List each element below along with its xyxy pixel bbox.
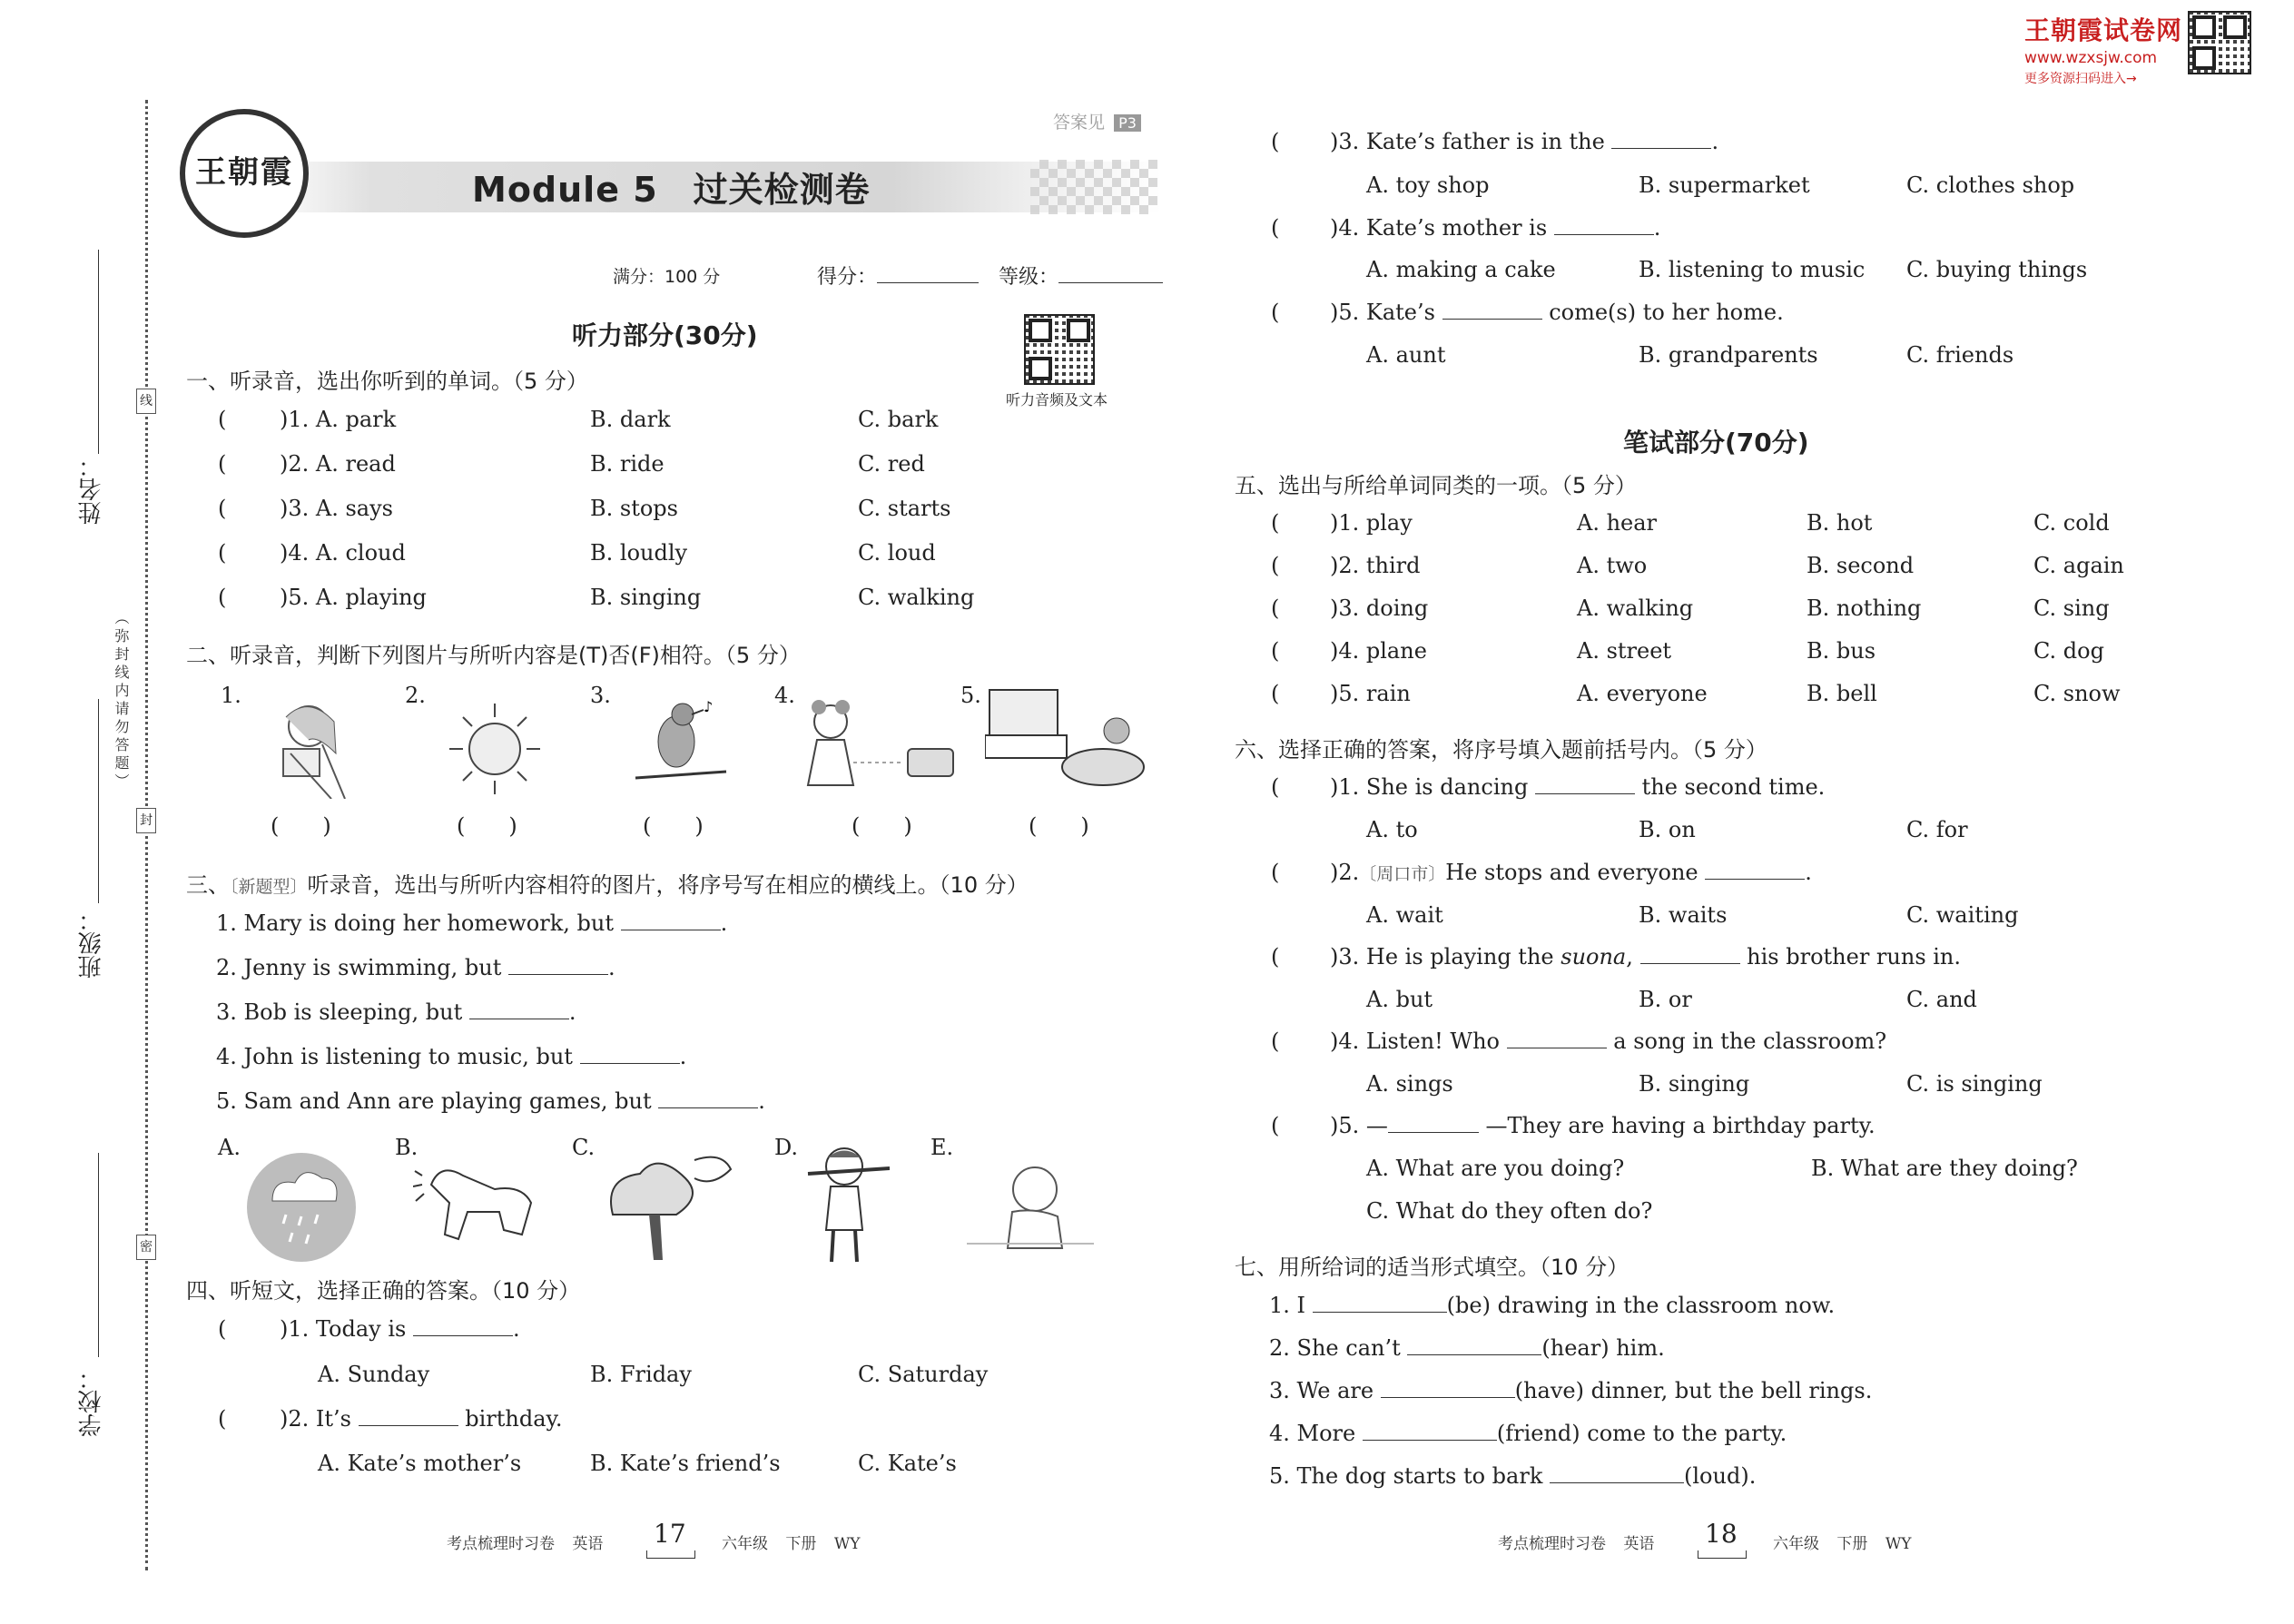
score-field: [817, 261, 979, 290]
s5-heading: 五、选出与所给单词同类的一项。（5 分）: [1235, 473, 1637, 498]
s3-prefix: 三、: [186, 872, 230, 898]
rain-cloud-picture: [245, 1151, 359, 1265]
answer-blank[interactable]: [1313, 1295, 1447, 1313]
s7-item: [1269, 1421, 1787, 1446]
s6-q1-opt: B. on: [1639, 817, 1696, 842]
s4-heading: 四、听短文，选择正确的答案。（10 分）: [186, 1278, 581, 1304]
s4-q1-opt: A. Sunday: [318, 1362, 430, 1387]
answer-paren[interactable]: (: [1271, 681, 1280, 706]
s4-q3-opt: A. toy shop: [1366, 172, 1490, 198]
s7-item: [1269, 1378, 1872, 1403]
footer-left: [447, 1530, 603, 1553]
girl-reading-picture: [254, 699, 363, 799]
s6-q2: )2.〔周口市〕He stops and everyone .: [1330, 860, 1812, 885]
s6-q2-tag: 〔周口市〕: [1359, 864, 1446, 884]
s6-q3-opt: B. or: [1639, 987, 1692, 1012]
answer-blank[interactable]: [1535, 777, 1635, 794]
answer-paren[interactable]: (: [218, 407, 227, 432]
binding-note: （弥封线内请勿答题）: [113, 610, 130, 792]
name-label: 姓名：: [78, 454, 105, 525]
grade-label: 等级：: [999, 266, 1059, 289]
footer-subject: 英语: [1623, 1535, 1655, 1553]
s2-num: 1.: [221, 683, 241, 708]
footer-series: 考点梳理时习卷: [1498, 1535, 1606, 1553]
page-title: Module 5 过关检测卷: [472, 170, 871, 210]
s3-option-label: A.: [218, 1135, 241, 1160]
class-label: 班级：: [78, 908, 105, 979]
s3-item: 2. Jenny is swimming, but .: [216, 955, 615, 980]
s5-opt-c: C. cold: [2033, 510, 2110, 536]
answer-blank[interactable]: [1388, 1116, 1479, 1133]
s4-q2-opt: A. Kate’s mother’s: [318, 1451, 522, 1476]
s5-word: )4. plane: [1330, 638, 1427, 664]
full-score: 满分：100 分: [613, 267, 721, 287]
answer-blank[interactable]: [1407, 1338, 1541, 1355]
answer-paren[interactable]: (: [1271, 129, 1280, 154]
sun-picture: [445, 699, 545, 799]
answer-paren[interactable]: (: [1271, 1029, 1280, 1054]
footer-term: 下册: [1836, 1535, 1868, 1553]
logo-text: 王朝霞: [195, 154, 293, 191]
s1-item-a: )4. A. cloud: [280, 540, 406, 566]
s6-q4-opt: B. singing: [1639, 1071, 1750, 1097]
s4-q5-opt: C. friends: [1906, 342, 2014, 368]
s3-item-text: 1. Mary is doing her homework, but: [216, 910, 614, 936]
s6-q4-a: )4. Listen! Who: [1330, 1029, 1500, 1054]
answer-paren[interactable]: (: [1271, 553, 1280, 578]
s3-item-text: 5. Sam and Ann are playing games, but: [216, 1088, 652, 1114]
s4-q1-stem: )1. Today is: [280, 1316, 407, 1342]
footer-series: 考点梳理时习卷: [447, 1535, 555, 1553]
tree-in-wind-picture: [595, 1142, 735, 1265]
s5-word: )2. third: [1330, 553, 1421, 578]
s6-q1-b: the second time.: [1641, 774, 1826, 800]
s2-answer-paren[interactable]: ( ): [643, 813, 704, 839]
s5-opt-a: A. two: [1577, 553, 1648, 578]
s7-item-b: (loud).: [1684, 1463, 1757, 1489]
s6-q2-opt: A. wait: [1366, 902, 1443, 928]
s6-q3-a: )3. He is playing the: [1330, 944, 1554, 969]
s5-opt-a: A. everyone: [1577, 681, 1708, 706]
writing-section-title: 笔试部分(70分): [1623, 428, 1809, 458]
s6-q5-opt: A. What are you doing?: [1366, 1156, 1625, 1181]
watermark-url: www.wzxsjw.com: [2024, 49, 2158, 67]
binding-mark-xian: 线: [136, 389, 156, 414]
watermark-tagline: 更多资源扫码进入→: [2024, 72, 2137, 86]
s1-item-c: C. red: [858, 451, 925, 477]
s1-heading: 一、听录音，选出你听到的单词。（5 分）: [186, 369, 588, 394]
bird-singing-picture: [626, 692, 735, 796]
s6-q4-b: a song in the classroom?: [1613, 1029, 1887, 1054]
s6-q5-opt: B. What are they doing?: [1811, 1156, 2078, 1181]
answer-paren[interactable]: (: [1271, 774, 1280, 800]
s3-item: 1. Mary is doing her homework, but .: [216, 910, 728, 936]
s4-q3-opt: B. supermarket: [1639, 172, 1810, 198]
s3-option-label: B.: [395, 1135, 418, 1160]
s7-item-a: 5. The dog starts to bark: [1269, 1463, 1543, 1489]
s5-opt-b: B. bus: [1807, 638, 1876, 664]
baby-crying-picture: [958, 1153, 1103, 1257]
page-number-left: 17: [654, 1519, 686, 1549]
s3-option-label: E.: [930, 1135, 954, 1160]
answer-paren[interactable]: (: [1271, 300, 1280, 325]
s3-heading-text: 听录音，选出与所听内容相符的图片，将序号写在相应的横线上。（10 分）: [307, 872, 1029, 898]
s5-opt-a: A. hear: [1577, 510, 1658, 536]
s6-q2-a: )2.: [1330, 860, 1360, 885]
s4-q2: [280, 1406, 563, 1432]
s1-item-c: C. loud: [858, 540, 936, 566]
answer-paren[interactable]: (: [218, 1406, 227, 1432]
s7-item-a: 2. She can’t: [1269, 1335, 1401, 1361]
s4-q1-opt: B. Friday: [590, 1362, 692, 1387]
s5-opt-c: C. again: [2033, 553, 2124, 578]
answer-paren[interactable]: (: [218, 451, 227, 477]
s4-q4: )4. Kate’s mother is .: [1330, 215, 1661, 241]
answer-blank[interactable]: [413, 1319, 513, 1336]
answer-paren[interactable]: (: [218, 1316, 227, 1342]
s7-item-b: (hear) him.: [1541, 1335, 1665, 1361]
s2-answer-paren[interactable]: ( ): [457, 813, 517, 839]
s1-item-b: B. dark: [590, 407, 671, 432]
s2-answer-paren[interactable]: ( ): [271, 813, 331, 839]
answer-paren[interactable]: (: [218, 540, 227, 566]
s4-q2-stem-b: birthday.: [465, 1406, 563, 1432]
s6-q5-b: —They are having a birthday party.: [1485, 1113, 1876, 1138]
s1-item-c: C. walking: [858, 585, 975, 610]
footer-left-grade: [722, 1530, 861, 1553]
s5-opt-c: C. dog: [2033, 638, 2104, 664]
footer-ed: WY: [833, 1535, 861, 1553]
answer-paren[interactable]: (: [1271, 860, 1280, 885]
s3-tag: 〔新题型〕: [230, 877, 308, 897]
s7-item-a: 4. More: [1269, 1421, 1356, 1446]
s1-item-b: B. ride: [590, 451, 665, 477]
s5-opt-a: A. walking: [1577, 595, 1694, 621]
footer-term: 下册: [785, 1535, 817, 1553]
s6-q3: )3. He is playing the suona, his brother runs in.: [1330, 944, 1962, 969]
s4-q3-stem: )3. Kate’s father is in the: [1330, 129, 1605, 154]
answer-paren[interactable]: (: [1271, 595, 1280, 621]
s6-q2-b: He stops and everyone: [1445, 860, 1698, 885]
s6-q2-opt: B. waits: [1639, 902, 1728, 928]
s6-q3-opt: A. but: [1366, 987, 1433, 1012]
s3-item-text: 2. Jenny is swimming, but: [216, 955, 502, 980]
s6-q5-a: )5. —: [1330, 1113, 1388, 1138]
s1-item-c: C. starts: [858, 496, 951, 521]
s7-item-b: (friend) come to the party.: [1496, 1421, 1787, 1446]
brand-logo: [180, 109, 309, 238]
answer-blank[interactable]: [1554, 218, 1654, 235]
s1-item-a: )1. A. park: [280, 407, 397, 432]
s1-item-c: C. bark: [858, 407, 939, 432]
footer-grade: 六年级: [1773, 1535, 1819, 1553]
s7-item-a: 3. We are: [1269, 1378, 1374, 1403]
page-number-right: 18: [1705, 1519, 1738, 1549]
boy-playing-flute-picture: [799, 1139, 890, 1266]
s2-answer-paren[interactable]: ( ): [852, 813, 912, 839]
answer-paren[interactable]: (: [1271, 638, 1280, 664]
s4-q5: [1330, 300, 1784, 325]
s3-tag-text: 新题型: [238, 877, 290, 897]
s1-item-a: )3. A. says: [280, 496, 393, 521]
footer-right: [1498, 1530, 1654, 1553]
answer-ref-page: P3: [1114, 114, 1141, 132]
s2-num: 4.: [774, 683, 795, 708]
watermark-qr-code[interactable]: [2188, 11, 2251, 74]
answer-paren[interactable]: (: [218, 585, 227, 610]
s3-heading: [186, 867, 1029, 899]
s5-opt-b: B. hot: [1807, 510, 1873, 536]
s2-num: 3.: [590, 683, 611, 708]
answer-blank[interactable]: [658, 1091, 758, 1108]
s3-item: 4. John is listening to music, but .: [216, 1044, 687, 1069]
score-blank[interactable]: [877, 266, 979, 283]
footer-grade: 六年级: [722, 1535, 768, 1553]
answer-blank[interactable]: [621, 913, 721, 930]
s7-item-b: (be) drawing in the classroom now.: [1446, 1293, 1836, 1318]
s6-q3-b: his brother runs in.: [1747, 944, 1962, 969]
answer-paren[interactable]: (: [1271, 510, 1280, 536]
class-line: [98, 699, 99, 903]
grade-field: [999, 261, 1163, 290]
s7-item-b: (have) dinner, but the bell rings.: [1514, 1378, 1873, 1403]
s4-q3: )3. Kate’s father is in the .: [1330, 129, 1719, 154]
answer-reference: [1053, 109, 1141, 133]
s5-opt-b: B. second: [1807, 553, 1915, 578]
watermark-brand: 王朝霞试卷网: [2024, 15, 2183, 45]
s4-q2-stem-a: )2. It’s: [280, 1406, 351, 1432]
s1-item-a: )2. A. read: [280, 451, 396, 477]
school-label: 学校：: [78, 1366, 105, 1437]
answer-blank[interactable]: [1442, 302, 1542, 320]
s3-item: 5. Sam and Ann are playing games, but .: [216, 1088, 765, 1114]
s5-word: )5. rain: [1330, 681, 1411, 706]
s6-q3-italic: suona: [1561, 944, 1627, 969]
answer-blank[interactable]: [359, 1409, 458, 1426]
answer-blank[interactable]: [508, 958, 608, 975]
s6-q2-opt: C. waiting: [1906, 902, 2019, 928]
page-number-left-bracket: [646, 1550, 695, 1559]
listening-section-title: 听力部分(30分): [572, 320, 758, 350]
s5-word: )1. play: [1330, 510, 1413, 536]
s6-q3-opt: C. and: [1906, 987, 1977, 1012]
s1-item-b: B. stops: [590, 496, 678, 521]
answer-blank[interactable]: [580, 1047, 680, 1064]
s4-q4-opt: B. listening to music: [1639, 257, 1866, 282]
s4-q4-opt: A. making a cake: [1366, 257, 1556, 282]
banner-checker-pattern: [1030, 160, 1157, 214]
s6-q5-opt: C. What do they often do?: [1366, 1198, 1653, 1224]
answer-paren[interactable]: (: [1271, 944, 1280, 969]
s3-item: 3. Bob is sleeping, but .: [216, 999, 576, 1025]
girl-on-phone-picture: [790, 694, 971, 799]
answer-paren[interactable]: (: [1271, 1113, 1280, 1138]
s4-q2-opt: C. Kate’s: [858, 1451, 957, 1476]
s5-word: )3. doing: [1330, 595, 1429, 621]
binding-dotted-line: [145, 100, 148, 1570]
binding-mark-mi: 密: [136, 1235, 156, 1260]
s5-opt-c: C. sing: [2033, 595, 2110, 621]
score-label: 得分：: [817, 266, 878, 289]
s3-option-label: C.: [572, 1135, 596, 1160]
answer-ref-label: 答案见: [1053, 113, 1106, 133]
answer-paren[interactable]: (: [1271, 215, 1280, 241]
answer-blank[interactable]: [1381, 1381, 1515, 1398]
s4-q4-opt: C. buying things: [1906, 257, 2088, 282]
s4-q2-opt: B. Kate’s friend’s: [590, 1451, 781, 1476]
s6-q4-opt: C. is singing: [1906, 1071, 2043, 1097]
footer-subject: 英语: [572, 1535, 604, 1553]
answer-blank[interactable]: [1550, 1466, 1684, 1483]
s7-heading: 七、用所给词的适当形式填空。（10 分）: [1235, 1255, 1629, 1280]
answer-blank[interactable]: [1640, 947, 1740, 964]
s7-item-a: 1. I: [1269, 1293, 1306, 1318]
s4-q1: )1. Today is .: [280, 1316, 520, 1342]
school-line: [98, 1153, 99, 1357]
s4-q4-stem: )4. Kate’s mother is: [1330, 215, 1548, 241]
s5-opt-b: B. nothing: [1807, 595, 1922, 621]
watermark: [2024, 11, 2182, 87]
s4-q5-opt: A. aunt: [1366, 342, 1446, 368]
s2-num: 5.: [960, 683, 981, 708]
s6-q1-opt: C. for: [1906, 817, 1968, 842]
s4-q5-stem-b: come(s) to her home.: [1549, 300, 1784, 325]
answer-paren[interactable]: (: [218, 496, 227, 521]
s4-q5-opt: B. grandparents: [1639, 342, 1818, 368]
page-number-right-bracket: [1698, 1550, 1747, 1559]
answer-blank[interactable]: [1507, 1031, 1607, 1048]
footer-right-grade: [1773, 1530, 1912, 1553]
name-line: [98, 250, 99, 454]
answer-blank[interactable]: [1363, 1423, 1497, 1441]
s1-item-b: B. singing: [590, 585, 702, 610]
s6-q5: [1330, 1113, 1876, 1138]
s5-opt-a: A. street: [1577, 638, 1672, 664]
audio-qr-code[interactable]: [1024, 314, 1095, 385]
s7-item: [1269, 1293, 1835, 1318]
answer-blank[interactable]: [469, 1002, 569, 1019]
s3-item-text: 4. John is listening to music, but: [216, 1044, 573, 1069]
man-watching-tv-picture: [985, 681, 1148, 790]
qr-caption: 听力音频及文本: [1006, 391, 1108, 408]
s4-q1-opt: C. Saturday: [858, 1362, 989, 1387]
s6-q4-opt: A. sings: [1366, 1071, 1453, 1097]
svg-text:♪: ♪: [704, 698, 714, 715]
dog-barking-picture: [413, 1148, 545, 1253]
s3-option-label: D.: [774, 1135, 799, 1160]
s1-item-b: B. loudly: [590, 540, 688, 566]
s6-heading: 六、选择正确的答案，将序号填入题前括号内。（5 分）: [1235, 737, 1767, 763]
s5-opt-c: C. snow: [2033, 681, 2121, 706]
s7-item: [1269, 1335, 1665, 1361]
s2-num: 2.: [405, 683, 426, 708]
s4-q5-stem-a: )5. Kate’s: [1330, 300, 1435, 325]
s2-heading: 二、听录音，判断下列图片与所听内容是(T)否(F)相符。（5 分）: [186, 643, 801, 668]
grade-blank[interactable]: [1058, 266, 1163, 283]
s1-item-a: )5. A. playing: [280, 585, 427, 610]
binding-mark-feng: 封: [136, 808, 156, 833]
s6-q1: [1330, 774, 1825, 800]
s6-q1-opt: A. to: [1366, 817, 1418, 842]
s6-q4: [1330, 1029, 1886, 1054]
answer-blank[interactable]: [1705, 862, 1805, 880]
s6-q1-a: )1. She is dancing: [1330, 774, 1529, 800]
footer-ed: WY: [1885, 1535, 1912, 1553]
answer-blank[interactable]: [1611, 132, 1711, 149]
s2-answer-paren[interactable]: ( ): [1029, 813, 1089, 839]
s3-item-text: 3. Bob is sleeping, but: [216, 999, 463, 1025]
s5-opt-b: B. bell: [1807, 681, 1877, 706]
s7-item: [1269, 1463, 1756, 1489]
s4-q3-opt: C. clothes shop: [1906, 172, 2075, 198]
